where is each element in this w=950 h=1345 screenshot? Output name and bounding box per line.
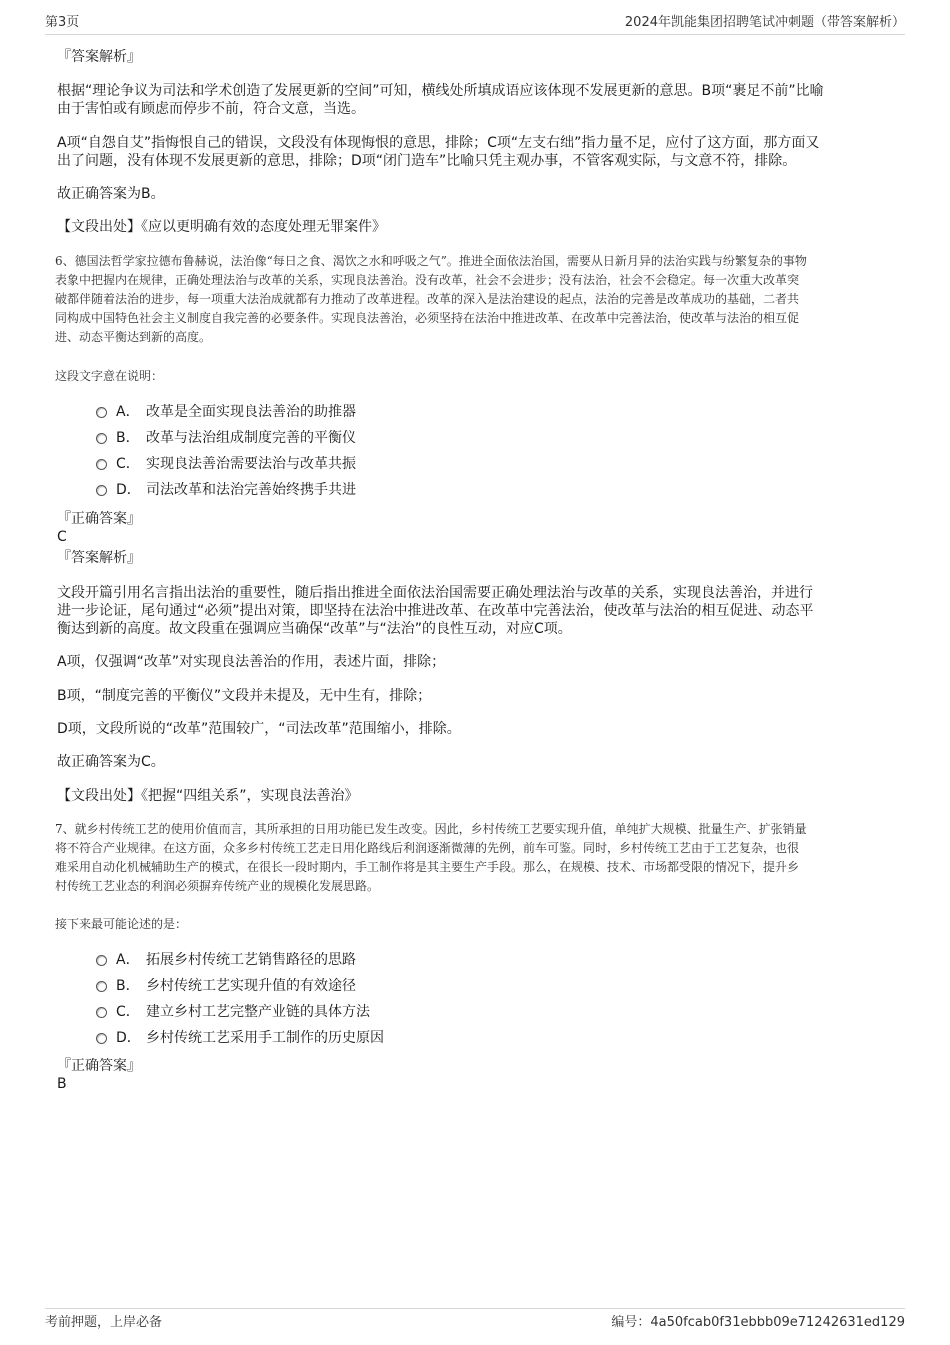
q6-stem-line2: 表象中把握内在规律，正确处理法治与改革的关系，实现良法善治。没有改革，社会不会进步；没有法治，社会不会稳定。每一次重大改革突 <box>55 273 800 287</box>
q5-source: 【文段出处】《应以更明确有效的态度处理无罪案件》 <box>57 219 386 235</box>
q7-answer-heading: 『正确答案』 <box>57 1058 141 1074</box>
q6-source: 【文段出处】《把握“四组关系”，实现良法善治》 <box>57 788 359 804</box>
q5-analysis-p1-line1: 根据“理论争议为司法和学术创造了发展更新的空间”可知，横线处所填成语应该体现不发展更新的意思。B项“裹足不前”比喻 <box>57 83 824 99</box>
document-title: 2024年凯能集团招聘笔试冲刺题（带答案解析） <box>624 15 905 30</box>
page-number: 第3页 <box>45 15 80 30</box>
q6-conclusion: 故正确答案为C。 <box>57 754 165 770</box>
document-code: 编号：4a50fcab0f31ebbb09e71242631ed129 <box>611 1315 905 1330</box>
q6-option-a[interactable]: A． 改革是全面实现良法善治的助推器 <box>96 403 356 421</box>
radio-circle-icon[interactable] <box>96 955 107 966</box>
q7-option-a[interactable]: A． 拓展乡村传统工艺销售路径的思路 <box>96 951 356 969</box>
q6-analysis-p1-line3: 衡达到新的高度。故文段重在强调应当确保“改革”与“法治”的良性互动，对应C项。 <box>57 621 572 637</box>
q7-option-d[interactable]: D． 乡村传统工艺采用手工制作的历史原因 <box>96 1029 384 1047</box>
q7-option-b[interactable]: B． 乡村传统工艺实现升值的有效途径 <box>96 977 356 995</box>
footer-slogan: 考前押题，上岸必备 <box>45 1315 163 1330</box>
q5-conclusion: 故正确答案为B。 <box>57 186 165 202</box>
radio-circle-icon[interactable] <box>96 407 107 418</box>
q7-stem-line2: 将不符合产业规律。在这方面，众多乡村传统工艺走日用化路线后利润逐渐微薄的先例，前车可鉴。同时，乡村传统工艺由于工艺复杂，也很 <box>55 841 800 855</box>
radio-circle-icon[interactable] <box>96 981 107 992</box>
q5-analysis-p2-line1: A项“自怨自艾”指悔恨自己的错误，文段没有体现悔恨的意思，排除；C项“左支右绌”指力量不足，应付了这方面，那方面又 <box>57 135 820 151</box>
radio-circle-icon[interactable] <box>96 485 107 496</box>
q7-answer: B <box>57 1076 67 1092</box>
q7-option-c[interactable]: C． 建立乡村工艺完整产业链的具体方法 <box>96 1003 370 1021</box>
q6-analysis-p1-line1: 文段开篇引用名言指出法治的重要性，随后指出推进全面依法治国需要正确处理法治与改革的关系，实现良法善治，并进行 <box>57 585 813 601</box>
radio-circle-icon[interactable] <box>96 433 107 444</box>
q6-analysis-d: D项，文段所说的“改革”范围较广，“司法改革”范围缩小，排除。 <box>57 721 461 737</box>
q6-stem-line5: 进、动态平衡达到新的高度。 <box>55 330 212 344</box>
q6-prompt: 这段文字意在说明： <box>55 369 164 383</box>
radio-circle-icon[interactable] <box>96 1033 107 1044</box>
q6-stem-line1: 6、德国法哲学家拉德布鲁赫说，法治像“每日之食、渴饮之水和呼吸之气”。推进全面依法治国，需要从日新月异的法治实践与纷繁复杂的事物 <box>55 254 807 268</box>
q6-analysis-heading: 『答案解析』 <box>57 550 141 566</box>
q6-option-c[interactable]: C． 实现良法善治需要法治与改革共振 <box>96 455 356 473</box>
q6-option-b[interactable]: B． 改革与法治组成制度完善的平衡仪 <box>96 429 356 447</box>
q7-stem-line1: 7、就乡村传统工艺的使用价值而言，其所承担的日用功能已发生改变。因此，乡村传统工艺要实现升值，单纯扩大规模、批量生产、扩张销量 <box>55 822 807 836</box>
q6-stem-line4: 同构成中国特色社会主义制度自我完善的必要条件。实现良法善治，必须坚持在法治中推进改革、在改革中完善法治，使改革与法治的相互促 <box>55 311 800 325</box>
page-header <box>45 14 905 35</box>
q7-stem-line3: 难采用自动化机械辅助生产的模式，在很长一段时期内，手工制作将是其主要生产手段。那么，在规模、技术、市场都受限的情况下，提升乡 <box>55 860 800 874</box>
q7-prompt: 接下来最可能论述的是： <box>55 917 188 931</box>
q7-stem-line4: 村传统工艺业态的利润必须摒弃传统产业的规模化发展思路。 <box>55 879 380 893</box>
q6-analysis-b: B项，“制度完善的平衡仪”文段并未提及，无中生有，排除； <box>57 688 432 704</box>
radio-circle-icon[interactable] <box>96 459 107 470</box>
q6-answer-heading: 『正确答案』 <box>57 511 141 527</box>
q6-option-d[interactable]: D． 司法改革和法治完善始终携手共进 <box>96 481 356 499</box>
page-footer <box>45 1308 905 1331</box>
q6-stem-line3: 破都伴随着法治的进步，每一项重大法治成就都有力推动了改革进程。改革的深入是法治建设的起点，法治的完善是改革成功的基础，二者共 <box>55 292 800 306</box>
q6-analysis-a: A项，仅强调“改革”对实现良法善治的作用，表述片面，排除； <box>57 654 446 670</box>
q5-analysis-p1-line2: 由于害怕或有顾虑而停步不前，符合文意，当选。 <box>57 101 365 117</box>
radio-circle-icon[interactable] <box>96 1007 107 1018</box>
q6-analysis-p1-line2: 进一步论证，尾句通过“必须”提出对策，即坚持在法治中推进改革、在改革中完善法治，使改革与法治的相互促进、动态平 <box>57 603 814 619</box>
q6-answer: C <box>57 529 67 545</box>
q5-analysis-heading: 『答案解析』 <box>57 49 141 65</box>
q5-analysis-p2-line2: 出了问题，没有体现不发展更新的意思，排除；D项“闭门造车”比喻只凭主观办事，不管客观实际，与文意不符，排除。 <box>57 153 797 169</box>
